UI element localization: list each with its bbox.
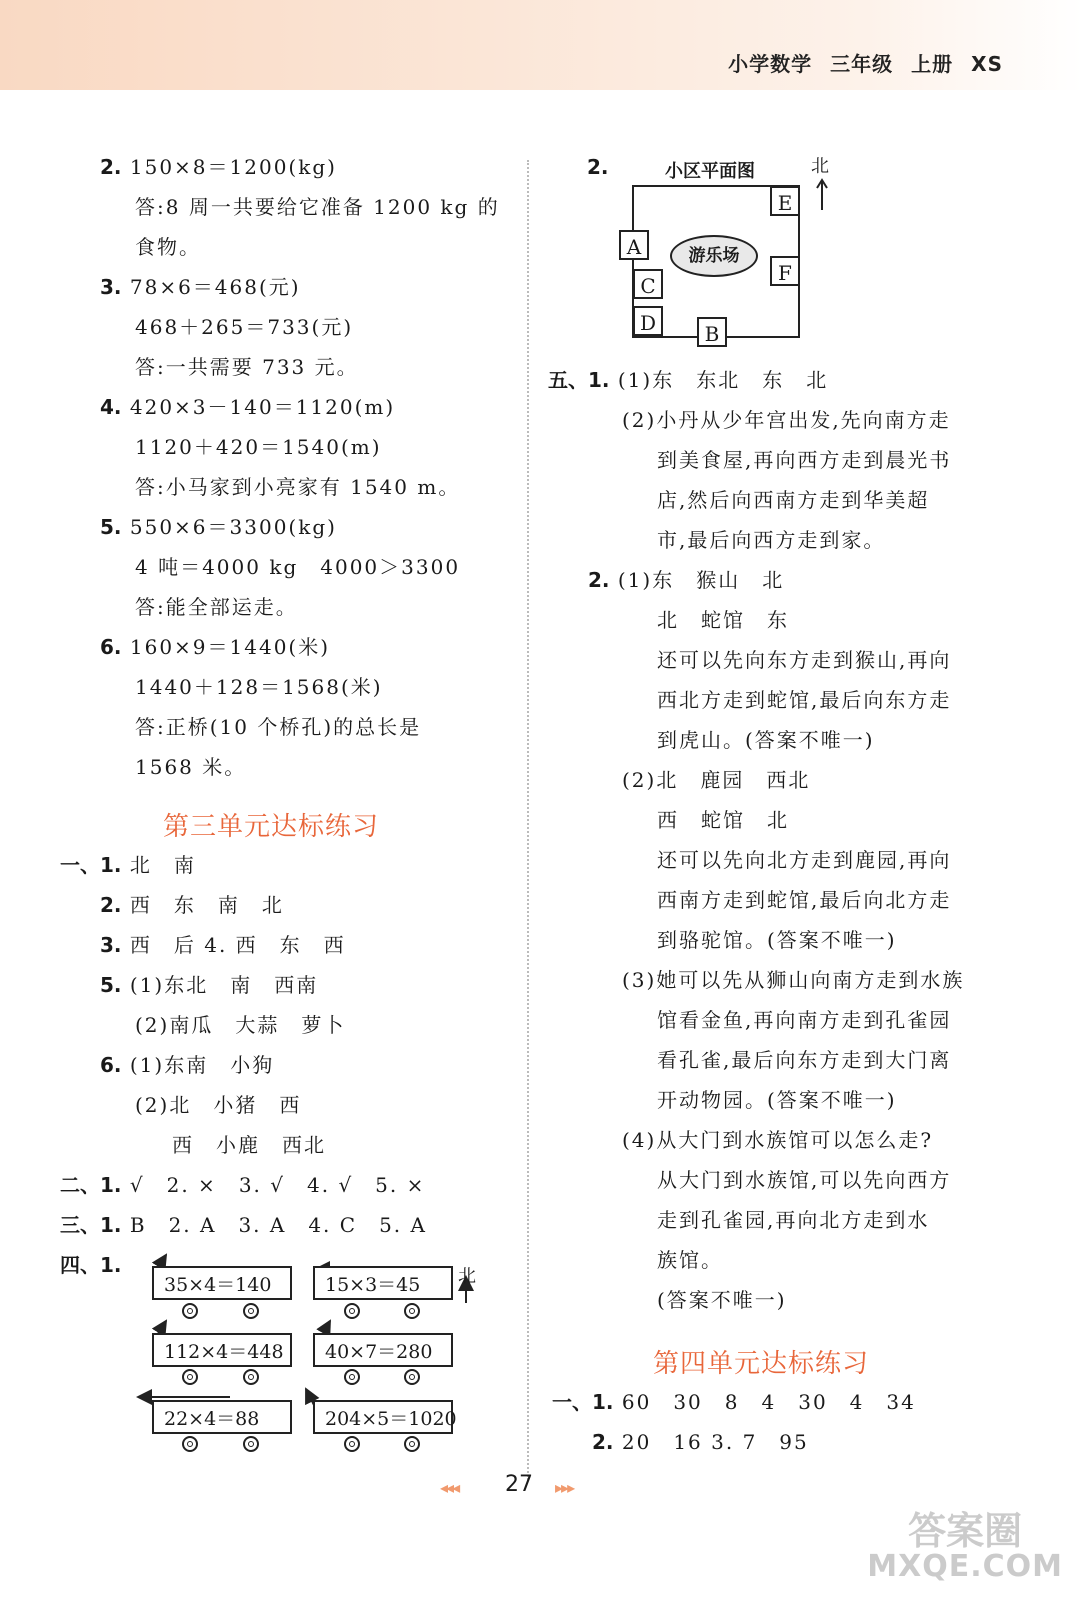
wheel [344,1303,360,1319]
answer-line: 西 蛇馆 北 [657,808,789,832]
answer-line: (3)她可以先从狮山向南方走到水族 [622,968,965,992]
column-divider [527,160,529,1480]
answer-line: 北 蛇馆 东 [657,608,789,632]
answer-line: 西南方走到蛇馆,最后向北方走 [657,888,952,912]
north-label: 北 [458,1266,478,1287]
answer-line: 族馆。 [657,1248,723,1272]
answer-line: 5. (1)东北 南 西南 [100,973,319,997]
map-north-label: 北 [811,156,831,177]
map-cell-f: F [770,256,800,286]
wheel [404,1303,420,1319]
answer-line: 到虎山。(答案不唯一) [657,728,875,752]
answer-line: 答:一共需要 733 元。 [135,355,359,379]
page-number: 27 [505,1472,533,1497]
answer-line: 市,最后向西方走到家。 [657,528,886,552]
answer-line: 5. 550×6＝3300(kg) [100,515,337,539]
answer-line: 2. 150×8＝1200(kg) [100,155,337,179]
answer-line: (2)北 鹿园 西北 [622,768,811,792]
wheel [182,1303,198,1319]
prev-page-arrows-icon: ◂◂◂ [440,1478,459,1497]
map-cell-b: B [697,317,727,347]
answer-line: 三、1. B 2. A 3. A 4. C 5. A [60,1213,427,1237]
answer-line: 6. 160×9＝1440(米) [100,635,331,659]
wheel [182,1369,198,1385]
truck-equation: 35×4＝140 [152,1266,292,1300]
map-cell-c: C [633,269,663,299]
answer-line: 2. (1)东 猴山 北 [588,568,785,592]
answer-line: 馆看金鱼,再向南方走到孔雀园 [657,1008,952,1032]
wheel [344,1369,360,1385]
next-page-arrows-icon: ▸▸▸ [555,1478,574,1497]
section-title-unit4: 第四单元达标练习 [653,1349,870,1379]
wheel [243,1369,259,1385]
answer-line: 从大门到水族馆,可以先向西方 [657,1168,952,1192]
answer-line: (2)南瓜 大蒜 萝卜 [135,1013,346,1037]
truck-equation: 112×4＝448 [152,1333,292,1367]
wheel [344,1436,360,1452]
answer-line: 2. 西 东 南 北 [100,893,284,917]
answer-line: 答:小马家到小亮家有 1540 m。 [135,475,461,499]
answer-line: 4. 420×3－140＝1120(m) [100,395,396,419]
question-number: 2. [587,155,609,179]
answer-line: 1120＋420＝1540(m) [135,435,382,459]
answer-line: 店,然后向西南方走到华美超 [657,488,930,512]
header-volume: 上册 [911,52,954,76]
header-subject: 小学数学 [728,52,813,76]
answer-line: (4)从大门到水族馆可以怎么走? [622,1128,934,1152]
answer-line: 2. 20 16 3. 7 95 [592,1430,809,1454]
answer-line: 3. 78×6＝468(元) [100,275,301,299]
answer-line: 到骆驼馆。(答案不唯一) [657,928,897,952]
header-grade: 三年级 [830,52,894,76]
header-edition: XS [971,52,1003,76]
answer-line: 到美食屋,再向西方走到晨光书 [657,448,952,472]
answer-line: (2)小丹从少年宫出发,先向南方走 [622,408,951,432]
answer-line: 走到孔雀园,再向北方走到水 [657,1208,930,1232]
map-cell-d: D [633,306,663,336]
map-north-arrow [812,178,832,212]
answer-line: 6. (1)东南 小狗 [100,1053,275,1077]
watermark-logo: 答案圈 MXQE.COM [867,1509,1063,1584]
wheel [182,1436,198,1452]
answer-line: 468＋265＝733(元) [135,315,354,339]
answer-line: 二、1. √ 2. × 3. √ 4. √ 5. × [60,1173,426,1197]
wheel [243,1303,259,1319]
answer-line: 4 吨＝4000 kg 4000＞3300 [135,555,461,579]
answer-line: (2)北 小猪 西 [135,1093,302,1117]
answer-line: 一、1. 北 南 [60,853,196,877]
answer-line: 看孔雀,最后向东方走到大门离 [657,1048,952,1072]
answer-line: 一、1. 60 30 8 4 30 4 34 [552,1390,916,1414]
wheel [404,1436,420,1452]
answer-line: 1440＋128＝1568(米) [135,675,383,699]
truck-equation: 22×4＝88 [152,1400,292,1434]
map-title: 小区平面图 [665,161,755,182]
answer-line: 食物。 [135,235,201,259]
answer-line: (答案不唯一) [657,1288,787,1312]
truck-equation: 40×7＝280 [313,1333,453,1367]
truck-equation: 204×5＝1020 [313,1400,453,1434]
map-playground: 游乐场 [670,235,758,277]
answer-line: 还可以先向北方走到鹿园,再向 [657,848,952,872]
answer-line: 四、1. [60,1253,122,1277]
section-title-unit3: 第三单元达标练习 [163,812,380,842]
answer-line: 还可以先向东方走到猴山,再向 [657,648,952,672]
answer-line: 西 小鹿 西北 [172,1133,326,1157]
map-cell-a: A [619,230,649,260]
answer-line: 答:能全部运走。 [135,595,298,619]
header-book-info [710,48,1003,77]
answer-line: 答:8 周一共要给它准备 1200 kg 的 [135,195,500,219]
answer-line: 1568 米。 [135,755,247,779]
wheel [404,1369,420,1385]
map-cell-e: E [770,186,800,216]
truck-equation: 15×3＝45 [313,1266,453,1300]
answer-line: 五、1. (1)东 东北 东 北 [548,368,829,392]
answer-line: 答:正桥(10 个桥孔)的总长是 [135,715,422,739]
answer-line: 西北方走到蛇馆,最后向东方走 [657,688,952,712]
answer-line: 3. 西 后 4. 西 东 西 [100,933,346,957]
wheel [243,1436,259,1452]
answer-line: 开动物园。(答案不唯一) [657,1088,897,1112]
